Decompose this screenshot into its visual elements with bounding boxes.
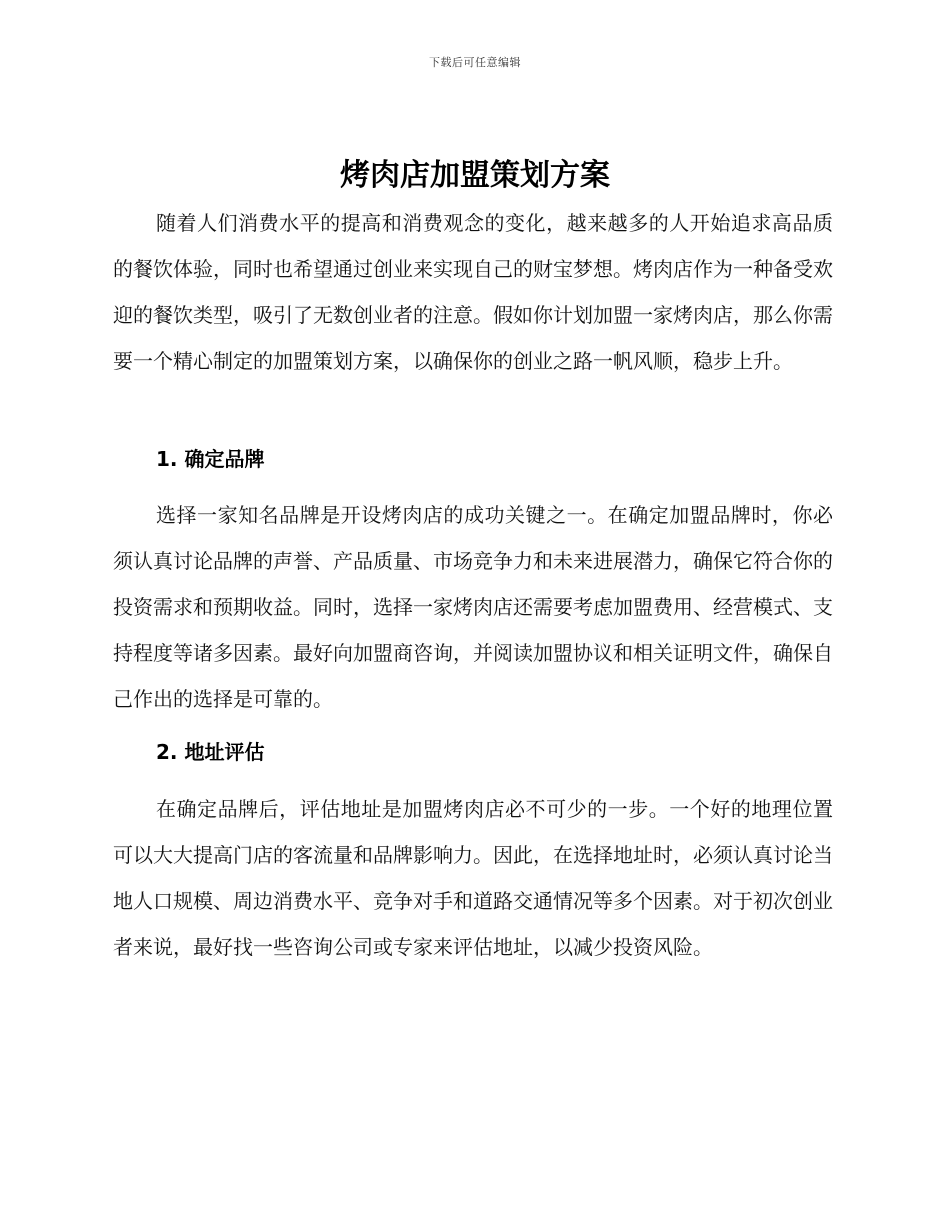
intro-paragraph: 随着人们消费水平的提高和消费观念的变化，越来越多的人开始追求高品质的餐饮体验，同时也希望通过创业来实现自己的财宝梦想。烤肉店作为一种备受欢迎的餐饮类型，吸引了无数创业者的注意。假如你计划加盟一家烤肉店，那么你需要一个精心制定的加盟策划方案，以确保你的创业之路一帆风顺，稳步上升。 <box>113 211 833 373</box>
section-heading-location: 2. 地址评估 <box>156 740 265 764</box>
header-note: 下载后可任意编辑 <box>429 56 521 69</box>
section-heading-brand: 1. 确定品牌 <box>156 447 265 471</box>
section-paragraph-brand: 选择一家知名品牌是开设烤肉店的成功关键之一。在确定加盟品牌时，你必须认真讨论品牌的声誉、产品质量、市场竞争力和未来进展潜力，确保它符合你的投资需求和预期收益。同时，选择一家烤肉店还需要考虑加盟费用、经营模式、支持程度等诸多因素。最好向加盟商咨询，并阅读加盟协议和相关证明文件，确保自己作出的选择是可靠的。 <box>113 503 833 711</box>
section-paragraph-location: 在确定品牌后，评估地址是加盟烤肉店必不可少的一步。一个好的地理位置可以大大提高门店的客流量和品牌影响力。因此，在选择地址时，必须认真讨论当地人口规模、周边消费水平、竞争对手和道路交通情况等多个因素。对于初次创业者来说，最好找一些咨询公司或专家来评估地址，以减少投资风险。 <box>113 797 833 959</box>
document-title: 烤肉店加盟策划方案 <box>340 158 610 193</box>
